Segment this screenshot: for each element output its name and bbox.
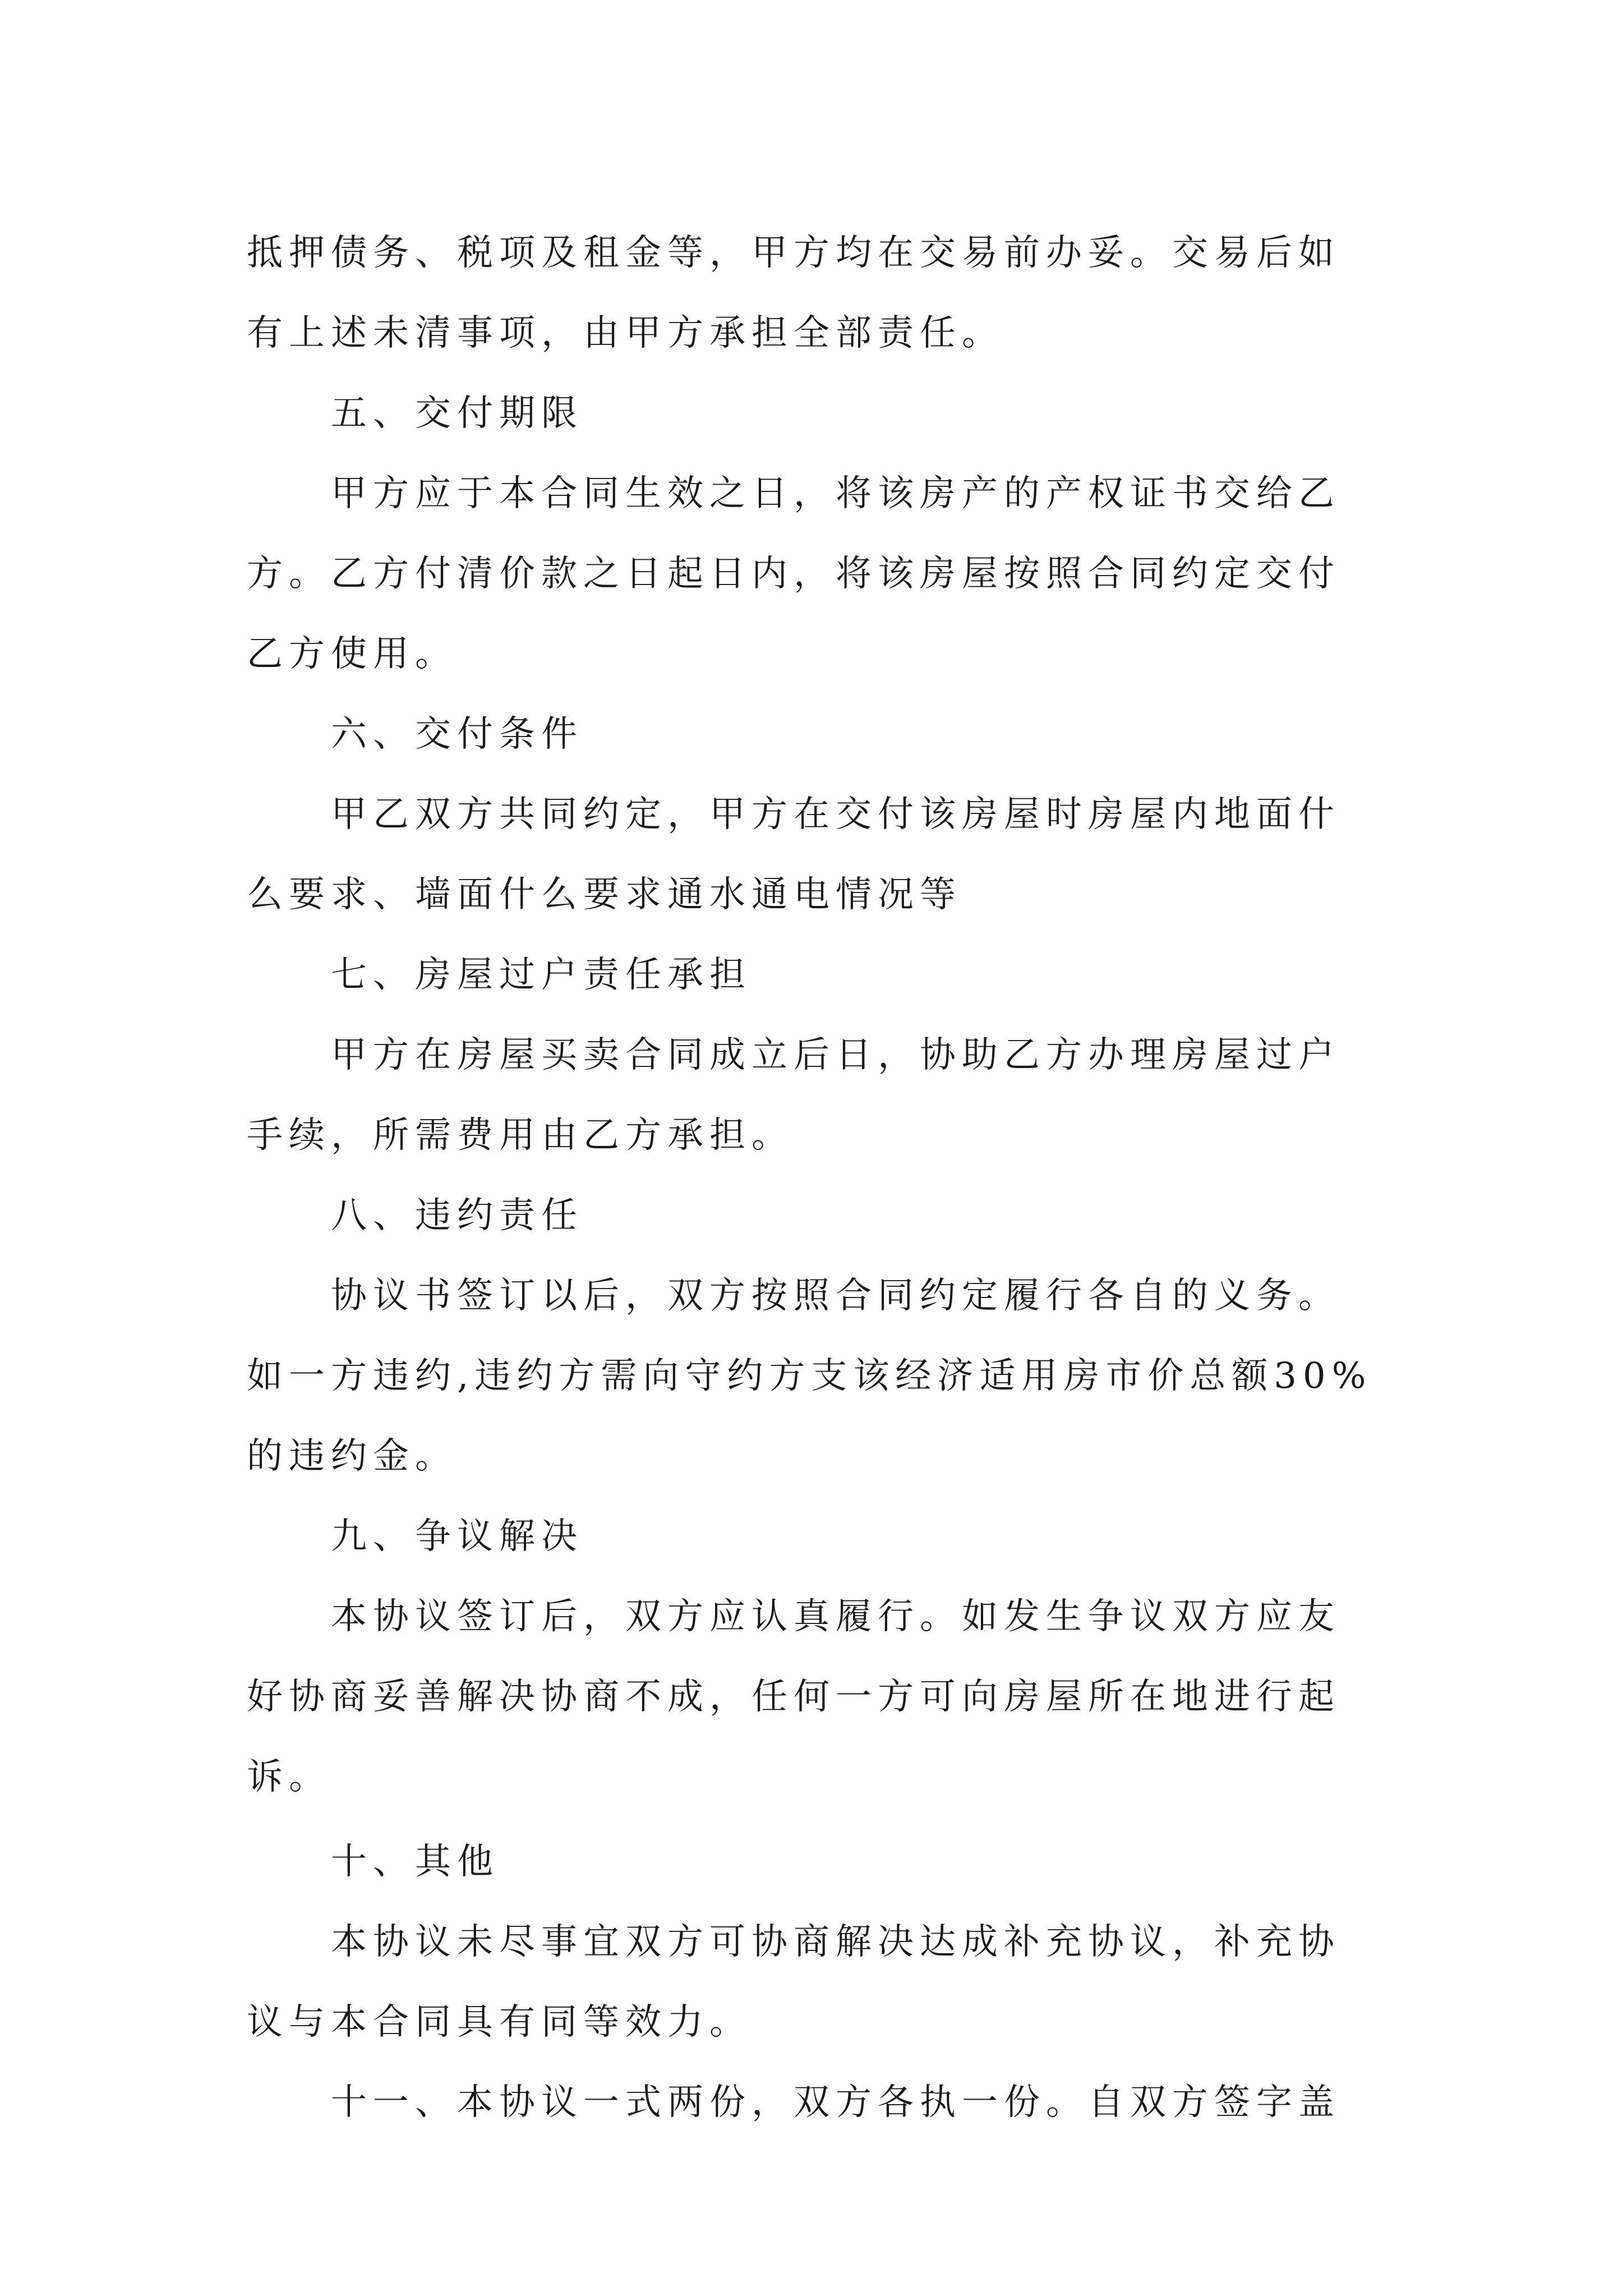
body-line: 乙方使用。: [247, 633, 457, 675]
section-heading: 十、其他: [331, 1841, 499, 1883]
body-line: 本协议签订后，双方应认真履行。如发生争议双方应友: [331, 1596, 1340, 1637]
body-line: 甲方在房屋买卖合同成立后日，协助乙方办理房屋过户: [331, 1034, 1340, 1076]
body-line: 本协议未尽事宜双方可协商解决达成补充协议，补充协: [331, 1921, 1340, 1963]
body-line: 甲乙双方共同约定，甲方在交付该房屋时房屋内地面什: [331, 794, 1340, 835]
body-line: 如一方违约,违约方需向守约方支该经济适用房市价总额30%: [247, 1355, 1372, 1397]
section-heading: 六、交付条件: [331, 714, 583, 755]
body-line: 抵押债务、税项及租金等，甲方均在交易前办妥。交易后如: [247, 232, 1340, 274]
section-heading: 七、房屋过户责任承担: [331, 954, 751, 996]
body-line: 议与本合同具有同等效力。: [247, 2001, 751, 2043]
section-heading: 八、违约责任: [331, 1195, 583, 1236]
body-line: 有上述未清事项，由甲方承担全部责任。: [247, 312, 1004, 354]
section-heading: 九、争议解决: [331, 1516, 583, 1557]
body-line: 甲方应于本合同生效之日，将该房产的产权证书交给乙: [331, 473, 1340, 514]
document-body: [247, 213, 1391, 2143]
body-line: 十一、本协议一式两份，双方各执一份。自双方签字盖: [331, 2082, 1340, 2123]
body-line: 诉。: [247, 1756, 331, 1798]
body-line: 方。乙方付清价款之日起日内，将该房屋按照合同约定交付: [247, 553, 1340, 595]
body-line: 的违约金。: [247, 1435, 457, 1477]
section-heading: 五、交付期限: [331, 393, 583, 434]
body-line: 手续，所需费用由乙方承担。: [247, 1115, 794, 1156]
body-line: 么要求、墙面什么要求通水通电情况等: [247, 874, 962, 915]
body-line: 好协商妥善解决协商不成，任何一方可向房屋所在地进行起: [247, 1676, 1340, 1718]
body-line: 协议书签订以后，双方按照合同约定履行各自的义务。: [331, 1275, 1340, 1317]
